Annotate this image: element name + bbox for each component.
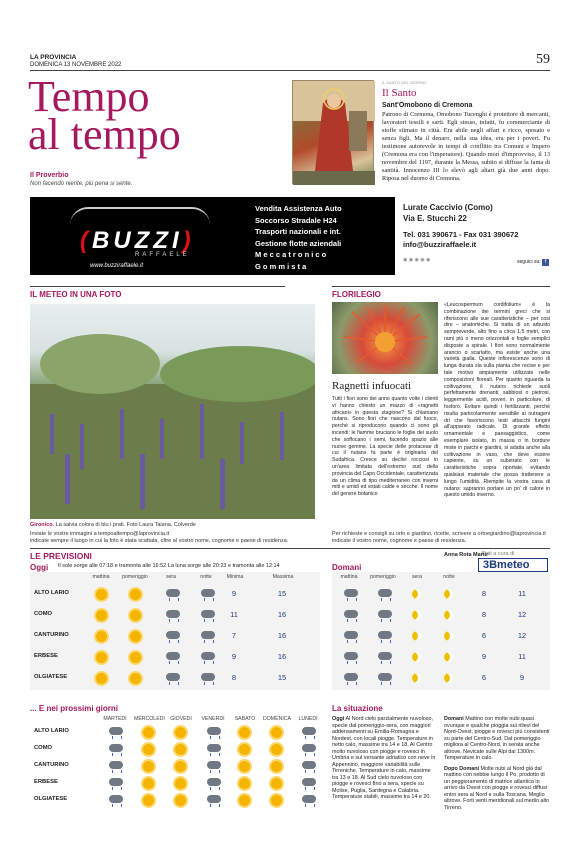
sun-icon bbox=[95, 588, 109, 600]
sun-icon bbox=[129, 588, 143, 600]
col-header-5: Massima bbox=[272, 574, 294, 580]
situazione-dopo-text: Molte nubi al Nord già dal mattino con nebbie lungo il Po, prodotto di un peggioramento di matrice atlantica in arrivo da Ovest con piogge e rovesci diffusi entro sera al Nord e sulla Toscana. Meglio altrove. Forti venti meridionali sul medio alto Tirreno. bbox=[444, 765, 550, 811]
santo-heading: Il Santo bbox=[382, 87, 417, 99]
col-header-0: mattina bbox=[340, 574, 358, 580]
cloud-rain-icon bbox=[108, 777, 122, 789]
cloud-rain-icon bbox=[206, 726, 220, 738]
city-label: COMO bbox=[34, 745, 53, 751]
temp-min: 9 bbox=[481, 652, 487, 661]
cloud-rain-icon bbox=[377, 651, 391, 663]
cloud-shape bbox=[378, 652, 392, 660]
day-header: VENERDI bbox=[201, 716, 225, 722]
sun-icon bbox=[238, 726, 252, 738]
florilegio-author: Anna Rota Martir bbox=[444, 552, 489, 558]
sun-shape bbox=[130, 631, 141, 642]
follow-label: seguici su: bbox=[517, 259, 541, 265]
cloud-rain-icon bbox=[377, 630, 391, 642]
sun-shape bbox=[271, 727, 282, 738]
sun-icon bbox=[95, 651, 109, 663]
sun-shape bbox=[239, 727, 250, 738]
ad-service: G o m m i s t a bbox=[255, 261, 307, 271]
sun-icon bbox=[174, 760, 188, 772]
garden-invite bbox=[332, 531, 546, 545]
sun-icon bbox=[270, 726, 284, 738]
credit-label: Dati a cura di bbox=[482, 551, 515, 557]
cloud-rain-icon bbox=[343, 588, 357, 600]
city-label: CANTURINO bbox=[34, 762, 69, 768]
cloud-rain-icon bbox=[165, 630, 179, 642]
garden-invite-2: indicate il vostro nome, cognome e paese di residenza. bbox=[332, 538, 467, 544]
cloud-shape bbox=[166, 610, 180, 618]
situazione-dopo-label: Dopo Domani bbox=[444, 765, 480, 772]
caption-place: Gironico. bbox=[30, 522, 55, 528]
sun-shape bbox=[143, 744, 154, 755]
sun-shape bbox=[130, 673, 141, 684]
cloud-rain-icon bbox=[301, 760, 315, 772]
day-header: LUNEDI bbox=[298, 716, 318, 722]
section-rule bbox=[332, 286, 550, 287]
cloud-rain-icon bbox=[165, 672, 179, 684]
cloud-shape bbox=[201, 631, 215, 639]
cloud-shape bbox=[378, 673, 392, 681]
cloud-rain-icon bbox=[343, 609, 357, 621]
garden-invite-1: Per richieste e consigli su orto e giardino, ricette, scrivere a ortoegiardino@laprovincia.it bbox=[332, 531, 546, 537]
cloud-rain-icon bbox=[377, 609, 391, 621]
cloud-shape bbox=[302, 778, 316, 786]
sun-shape bbox=[143, 778, 154, 789]
moon-shape bbox=[444, 631, 454, 641]
ad-email[interactable]: info@buzziraffaele.it bbox=[403, 240, 477, 249]
facebook-icon[interactable]: f bbox=[542, 259, 549, 266]
temp-min: 9 bbox=[231, 589, 237, 598]
florilegio-text-left: Tutti i fiori sono dei anno quanto volte i clienti vi hanno chiesto un mazzo di «ragnetti africani» in questa stagione? Si chiamano nutans. Sono fiori che nascono dal fuoco, perché si riproducono quando ci sono gli incendi: le fiamme bruciano le foglie dei suolo che soffocano i semi, facendo spazio alle nuove gemme. La specie delle protaceae di cui il nutans fa parte è originaria del Sudafrica. Cresce su declivi rocciosi in un'area limitata dell'estremo sud della provincia del Capo Occidentale, caratterizzata da un clima di tipo mediterraneo con inverni miti e umidi ed estati calde e secche. Il nome del genere botanico bbox=[332, 396, 438, 498]
cloud-shape bbox=[166, 673, 180, 681]
cloud-rain-icon bbox=[165, 651, 179, 663]
header-rule bbox=[30, 70, 550, 71]
situazione-domani-text: Mattino con molte nubi quasi ovunque e qualche pioggia sui rilievi del Nord-Ovest, piogge e rovesci più consistenti su parte del Centro-Sud. Dal pomeriggio migliora al Centro-Nord, in serata anche altrove. Nevicate sulle Alpi dai 1300m. Temperature in calo. bbox=[444, 716, 550, 761]
temp-min: 8 bbox=[231, 673, 237, 682]
cloud-rain-icon bbox=[206, 743, 220, 755]
temp-min: 6 bbox=[481, 673, 487, 682]
cloud-shape bbox=[201, 652, 215, 660]
sage-field-photo bbox=[30, 304, 315, 519]
ad-contact-panel bbox=[395, 197, 550, 275]
cloud-shape bbox=[207, 761, 221, 769]
florilegio-text-right: «Leucospermum cordifolium» è la combinazione dei termini greci che si riferiscono alle sue caratteristiche – per cosi dire – anatomiche. Si tratta di un arbusto sempreverde, alto fino a circa 1,5 metri, con rami più o meno orizzontali e foglie semplici disposte a spirale. I fiori sono normalmente arancio o scarlatto, ma esiste anche una varietà gialla. Queste infiorescenze sono di lunga durata sia sulla pianta che recise e per tale motivo ampiamente utilizzate nelle composizioni floreali. Per quanto riguarda la coltivazione, il nutans richiede suoli perfettamente drenanti, sabbiosi o pietrosi, leggermente acidi, poveri, in particolare, di fosforo. Evitare quindi i fertilizzanti, perché risulta particolarmente sensibile ai nutrageni dri che favoriscono lesti attacchi fungini all'apparato radicale. Di grande effetto ornamentale e paesaggistico, come esemplare isolato, in massa o in bordure miste in parchi e giardini, si adatta anche alla coltivazione in vaso, che deve essere capiente, su un substrato con le caratteristiche sopra riportate, evitando qualsiasi materiale che possa trattenere a lungo l'umidità. Riempite la vostra casa di nutans: sapranno portare un po' di calore in questo umido inverno. bbox=[444, 302, 550, 499]
sun-icon bbox=[142, 760, 156, 772]
day-header: SABATO bbox=[234, 716, 256, 722]
sun-icon bbox=[142, 743, 156, 755]
ad-service: Soccorso Stradale H24 bbox=[255, 215, 337, 225]
sun-shape bbox=[239, 778, 250, 789]
moon-icon bbox=[411, 609, 425, 621]
page-title bbox=[28, 72, 181, 159]
cloud-shape bbox=[344, 631, 358, 639]
cloud-shape bbox=[302, 744, 316, 752]
temp-min: 8 bbox=[481, 589, 487, 598]
page-number: 59 bbox=[536, 52, 550, 67]
cloud-shape bbox=[166, 589, 180, 597]
issue-date: DOMENICA 13 NOVEMBRE 2022 bbox=[30, 62, 122, 68]
cloud-rain-icon bbox=[108, 743, 122, 755]
ad-url[interactable]: www.buzziraffaele.it bbox=[90, 263, 144, 269]
cloud-shape bbox=[207, 744, 221, 752]
situazione-oggi-label: Oggi bbox=[332, 716, 345, 722]
moon-icon bbox=[443, 651, 457, 663]
cloud-rain-icon bbox=[200, 609, 214, 621]
moon-shape bbox=[444, 610, 454, 620]
city-label: ERBESE bbox=[34, 653, 58, 659]
temp-max: 15 bbox=[277, 673, 287, 682]
sun-icon bbox=[238, 760, 252, 772]
cloud-rain-icon bbox=[200, 630, 214, 642]
temp-max: 12 bbox=[517, 631, 527, 640]
ad-service: Vendita Assistenza Auto bbox=[255, 204, 342, 213]
cloud-rain-icon bbox=[206, 794, 220, 806]
sun-shape bbox=[130, 610, 141, 621]
col-header-4: Minima bbox=[226, 574, 244, 580]
moon-icon bbox=[443, 630, 457, 642]
day-header: MARTEDI bbox=[103, 716, 127, 722]
cloud-shape bbox=[378, 589, 392, 597]
sun-shape bbox=[175, 727, 186, 738]
moon-shape bbox=[412, 631, 422, 641]
ad-service: Gestione flotte aziendali bbox=[255, 238, 342, 248]
day-header: MERCOLEDI bbox=[134, 716, 165, 722]
cloud-rain-icon bbox=[206, 777, 220, 789]
credit-logo: 3Bmeteo bbox=[478, 558, 548, 572]
sun-shape bbox=[96, 652, 107, 663]
sun-icon bbox=[238, 794, 252, 806]
santo-text: Patrono di Cremona, Omobono Tucenghi è protettore di mercanti, lavoratori tessili e sarti. Egli stesso, infatti, fu commerciante di stoffe stimato in città. Era abile negli affari e ricco, sposato e senza figli. Ma il denaro, nella sua idea, era per i poveri. Fu testimone autorevole in tempi di conflitto tra Comuni e Impero (Cremona era con l'imperatore). Quando morì d'improvviso, il 13 novembre del 1197, durante la Messa, subito si diffuse la fama di santità. Innocenzo III lo elevò agli altari già due anni dopo. Riposa nel duomo di Cremona. bbox=[382, 111, 550, 182]
col-header-1: pomeriggio bbox=[370, 574, 396, 580]
car-outline bbox=[70, 207, 210, 225]
florilegio-title: Ragnetti infuocati bbox=[332, 380, 412, 392]
saint-illustration bbox=[293, 81, 375, 185]
moon-icon bbox=[443, 588, 457, 600]
col-header-3: notte bbox=[200, 574, 212, 580]
prossimi-heading: ... E nei prossimi giorni bbox=[30, 704, 119, 713]
florilegio-heading: FLORILEGIO bbox=[332, 290, 381, 299]
sun-shape bbox=[271, 761, 282, 772]
cloud-shape bbox=[109, 761, 123, 769]
sun-icon bbox=[95, 672, 109, 684]
moon-icon bbox=[411, 672, 425, 684]
sun-shape bbox=[239, 761, 250, 772]
sun-shape bbox=[143, 795, 154, 806]
cloud-shape bbox=[109, 795, 123, 803]
sun-shape bbox=[96, 610, 107, 621]
cloud-rain-icon bbox=[377, 588, 391, 600]
sun-icon bbox=[142, 794, 156, 806]
day-header: DOMENICA bbox=[263, 716, 291, 722]
cloud-shape bbox=[302, 795, 316, 803]
ad-address-2: Via E. Stucchi 22 bbox=[403, 214, 467, 223]
sun-shape bbox=[175, 778, 186, 789]
cloud-rain-icon bbox=[165, 588, 179, 600]
photo-invite-2: indicate sempre il luogo in cui la foto è stata scattata, oltre al vostro nome, cognome e paese di residenza. bbox=[30, 538, 289, 544]
sun-icon bbox=[174, 743, 188, 755]
temp-max: 9 bbox=[519, 673, 525, 682]
cloud-shape bbox=[201, 673, 215, 681]
ad-phone: Tel. 031 390671 - Fax 031 390672 bbox=[403, 230, 519, 239]
title-line-2: al tempo bbox=[28, 110, 181, 159]
sun-shape bbox=[96, 631, 107, 642]
cloud-rain-icon bbox=[108, 794, 122, 806]
sun-icon bbox=[174, 777, 188, 789]
city-label: OLGIATESE bbox=[34, 674, 68, 680]
santo-kicker: IL SANTO DEL GIORNO bbox=[382, 80, 427, 85]
sun-icon bbox=[238, 743, 252, 755]
temp-min: 6 bbox=[481, 631, 487, 640]
cloud-rain-icon bbox=[301, 777, 315, 789]
oggi-label: Oggi bbox=[30, 563, 49, 572]
section-rule bbox=[30, 548, 550, 549]
day-header: GIOVEDI bbox=[170, 716, 192, 722]
temp-min: 8 bbox=[481, 610, 487, 619]
city-label: ALTO LARIO bbox=[34, 590, 69, 596]
moon-icon bbox=[443, 609, 457, 621]
cloud-rain-icon bbox=[108, 726, 122, 738]
sun-icon bbox=[129, 609, 143, 621]
col-header-1: pomeriggio bbox=[122, 574, 148, 580]
sun-shape bbox=[175, 744, 186, 755]
cloud-rain-icon bbox=[200, 651, 214, 663]
title-line-1: Tempo bbox=[28, 72, 150, 121]
cloud-rain-icon bbox=[200, 588, 214, 600]
sun-shape bbox=[143, 761, 154, 772]
moon-shape bbox=[412, 610, 422, 620]
cloud-shape bbox=[344, 610, 358, 618]
situazione-heading: La situazione bbox=[332, 704, 383, 713]
temp-max: 16 bbox=[277, 652, 287, 661]
city-label: COMO bbox=[34, 611, 53, 617]
sun-icon bbox=[142, 777, 156, 789]
sun-shape bbox=[175, 795, 186, 806]
cloud-rain-icon bbox=[165, 609, 179, 621]
ad-address-1: Lurate Caccivio (Como) bbox=[403, 203, 493, 212]
sun-icon bbox=[270, 760, 284, 772]
temp-min: 9 bbox=[231, 652, 237, 661]
moon-icon bbox=[411, 651, 425, 663]
cloud-shape bbox=[378, 610, 392, 618]
domani-label: Domani bbox=[332, 563, 362, 572]
sun-icon bbox=[129, 630, 143, 642]
masthead bbox=[30, 54, 121, 69]
cloud-rain-icon bbox=[200, 672, 214, 684]
col-header-2: sera bbox=[165, 574, 177, 580]
city-label: ALTO LARIO bbox=[34, 728, 69, 734]
city-label: CANTURINO bbox=[34, 632, 69, 638]
sun-icon bbox=[238, 777, 252, 789]
section-rule bbox=[30, 286, 285, 287]
cloud-shape bbox=[302, 727, 316, 735]
meteo-photo bbox=[30, 304, 315, 519]
cloud-rain-icon bbox=[206, 760, 220, 772]
photo-invite bbox=[30, 531, 288, 545]
ad-brand-sub: RAFFAELE bbox=[135, 252, 190, 258]
temp-min: 7 bbox=[231, 631, 237, 640]
cloud-rain-icon bbox=[108, 760, 122, 772]
situazione-domani-label: Domani bbox=[444, 716, 464, 722]
cloud-shape bbox=[344, 673, 358, 681]
cloud-shape bbox=[109, 727, 123, 735]
paper-name: LA PROVINCIA bbox=[30, 54, 77, 61]
situazione-oggi bbox=[332, 716, 436, 801]
cloud-rain-icon bbox=[301, 794, 315, 806]
cloud-shape bbox=[302, 761, 316, 769]
previsioni-heading: LE PREVISIONI bbox=[30, 551, 92, 561]
sun-icon bbox=[142, 726, 156, 738]
sun-shape bbox=[96, 673, 107, 684]
col-header-0: mattina bbox=[92, 574, 110, 580]
sun-shape bbox=[239, 744, 250, 755]
temp-max: 12 bbox=[517, 610, 527, 619]
meteo-foto-heading: IL METEO IN UNA FOTO bbox=[30, 290, 122, 299]
cloud-rain-icon bbox=[343, 630, 357, 642]
col-header-2: sera bbox=[411, 574, 423, 580]
cloud-shape bbox=[378, 631, 392, 639]
brand-logos: ◉ ◉ ◉ ◉ ◉ bbox=[403, 257, 431, 263]
photo-caption bbox=[30, 522, 196, 528]
sun-icon bbox=[95, 630, 109, 642]
moon-icon bbox=[411, 588, 425, 600]
meteo-credit bbox=[470, 551, 550, 573]
advertisement[interactable] bbox=[30, 197, 550, 275]
city-label: ERBESE bbox=[34, 779, 58, 785]
sun-icon bbox=[270, 743, 284, 755]
sun-icon bbox=[95, 609, 109, 621]
flower-photo bbox=[332, 302, 438, 374]
sun-icon bbox=[129, 672, 143, 684]
ad-brand: BUZZI bbox=[92, 227, 183, 254]
cloud-shape bbox=[344, 589, 358, 597]
pincushion-flower bbox=[332, 302, 438, 374]
ad-service: M e c c a t r o n i c o bbox=[255, 250, 327, 259]
cloud-rain-icon bbox=[343, 672, 357, 684]
saint-image bbox=[292, 80, 374, 184]
moon-shape bbox=[444, 589, 454, 599]
sun-moon-times: Il sole sorge alle 07:18 e tramonta alle 16:52 La luna sorge alle 20:23 e tramonta alle 12:14 bbox=[58, 563, 280, 569]
moon-shape bbox=[412, 589, 422, 599]
col-header-3: notte bbox=[443, 574, 455, 580]
sun-shape bbox=[175, 761, 186, 772]
situazione-domani bbox=[444, 716, 550, 811]
city-label: OLGIATESE bbox=[34, 796, 68, 802]
sun-shape bbox=[271, 778, 282, 789]
sun-shape bbox=[143, 727, 154, 738]
cloud-shape bbox=[207, 778, 221, 786]
cloud-shape bbox=[201, 610, 215, 618]
moon-shape bbox=[412, 673, 422, 683]
caption-text: La salvia colora di blu i prati. Foto Laura Taiana, Colverde bbox=[55, 522, 196, 528]
situazione-oggi-text: Al Nord cielo parzialmente nuvoloso, specie dal pomeriggio-sera, con maggiori addensamenti su Emilia-Romagna e Nordest, con locali piogge. Temperature in netto calo, massime tra 14 e 18. Al Centro molto nuvoloso con piogge e rovesci in Umbria e sul versante adriatico con neve in Appennino, maggiore variabilità sulle Tirreniche. Temperature in calo, massime tra 13 e 18. Al Sud cielo nuvoloso con piogge e rovesci fino a sera, specie su Molise, Puglia, Sardegna e Calabria. Temperature stabili, massime tra 14 e 20. bbox=[332, 716, 436, 800]
temp-max: 16 bbox=[277, 610, 287, 619]
moon-shape bbox=[412, 652, 422, 662]
sun-icon bbox=[270, 777, 284, 789]
sun-icon bbox=[174, 726, 188, 738]
ad-service: Trasporti nazionali e int. bbox=[255, 227, 341, 236]
sun-shape bbox=[130, 589, 141, 600]
ad-logo: (BUZZI) bbox=[80, 227, 195, 254]
santo-name: Sant'Omobono di Cremona bbox=[382, 102, 473, 109]
sun-icon bbox=[174, 794, 188, 806]
sun-shape bbox=[271, 744, 282, 755]
cloud-shape bbox=[344, 652, 358, 660]
moon-shape bbox=[444, 673, 454, 683]
sun-icon bbox=[129, 651, 143, 663]
ad-follow[interactable] bbox=[517, 259, 549, 266]
sun-shape bbox=[239, 795, 250, 806]
cloud-rain-icon bbox=[343, 651, 357, 663]
moon-icon bbox=[411, 630, 425, 642]
proverbio-label: Il Proverbio bbox=[30, 172, 69, 179]
temp-max: 11 bbox=[518, 652, 526, 661]
cloud-rain-icon bbox=[301, 743, 315, 755]
cloud-rain-icon bbox=[377, 672, 391, 684]
proverbio-text: Non facendo niente, più pena si sente. bbox=[30, 181, 133, 187]
sun-shape bbox=[96, 589, 107, 600]
cloud-shape bbox=[166, 652, 180, 660]
temp-max: 16 bbox=[277, 631, 287, 640]
cloud-shape bbox=[166, 631, 180, 639]
ad-services bbox=[255, 203, 342, 272]
sun-shape bbox=[130, 652, 141, 663]
moon-icon bbox=[443, 672, 457, 684]
cloud-shape bbox=[109, 778, 123, 786]
temp-max: 15 bbox=[277, 589, 287, 598]
cloud-shape bbox=[207, 727, 221, 735]
cloud-shape bbox=[201, 589, 215, 597]
temp-min: 11 bbox=[230, 610, 238, 619]
moon-shape bbox=[444, 652, 454, 662]
temp-max: 11 bbox=[518, 589, 526, 598]
photo-invite-1: Inviate le vostre immagini a tempoaltempo@laprovincia.it bbox=[30, 531, 170, 537]
sun-icon bbox=[270, 794, 284, 806]
cloud-rain-icon bbox=[301, 726, 315, 738]
cloud-shape bbox=[109, 744, 123, 752]
sun-shape bbox=[271, 795, 282, 806]
cloud-shape bbox=[207, 795, 221, 803]
